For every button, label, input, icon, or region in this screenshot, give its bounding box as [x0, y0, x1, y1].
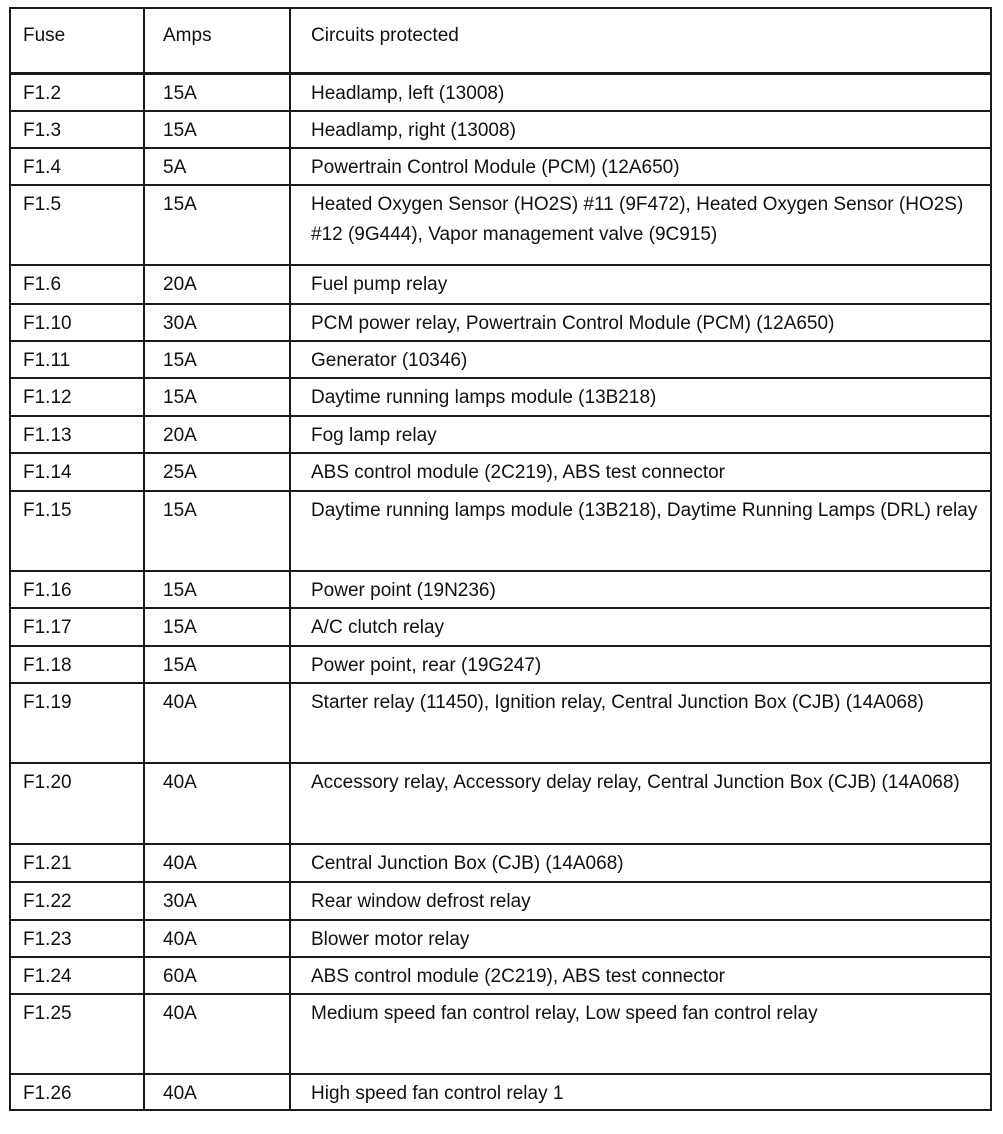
cell-amps: 15A [144, 341, 290, 378]
cell-fuse: F1.5 [10, 185, 144, 265]
cell-amps: 40A [144, 994, 290, 1074]
table-row [10, 882, 991, 920]
cell-fuse: F1.14 [10, 453, 144, 491]
table-row [10, 265, 991, 304]
table-row [10, 185, 991, 265]
cell-amps: 60A [144, 957, 290, 994]
cell-circuits: Generator (10346) [290, 341, 991, 378]
table-row [10, 646, 991, 683]
cell-fuse: F1.12 [10, 378, 144, 416]
cell-circuits: Blower motor relay [290, 920, 991, 957]
cell-circuits: ABS control module (2C219), ABS test connector [290, 453, 991, 491]
cell-circuits: Headlamp, left (13008) [290, 73, 991, 111]
table-row [10, 148, 991, 185]
cell-circuits: High speed fan control relay 1 [290, 1074, 991, 1110]
cell-amps: 15A [144, 73, 290, 111]
cell-amps: 40A [144, 920, 290, 957]
cell-fuse: F1.13 [10, 416, 144, 453]
cell-circuits: Power point (19N236) [290, 571, 991, 608]
table-row [10, 571, 991, 608]
cell-circuits: Powertrain Control Module (PCM) (12A650) [290, 148, 991, 185]
cell-fuse: F1.18 [10, 646, 144, 683]
cell-fuse: F1.10 [10, 304, 144, 341]
table-row [10, 608, 991, 646]
cell-fuse: F1.17 [10, 608, 144, 646]
cell-circuits: Fuel pump relay [290, 265, 991, 304]
cell-amps: 15A [144, 646, 290, 683]
table-row [10, 844, 991, 882]
cell-fuse: F1.4 [10, 148, 144, 185]
cell-fuse: F1.19 [10, 683, 144, 763]
cell-amps: 20A [144, 416, 290, 453]
table-header [10, 8, 991, 73]
cell-fuse: F1.24 [10, 957, 144, 994]
cell-circuits: Fog lamp relay [290, 416, 991, 453]
cell-fuse: F1.21 [10, 844, 144, 882]
table-row [10, 957, 991, 994]
cell-fuse: F1.6 [10, 265, 144, 304]
cell-fuse: F1.15 [10, 491, 144, 571]
table-row [10, 416, 991, 453]
table-row [10, 378, 991, 416]
cell-circuits: Power point, rear (19G247) [290, 646, 991, 683]
cell-circuits: Headlamp, right (13008) [290, 111, 991, 148]
cell-amps: 15A [144, 185, 290, 265]
table-row [10, 304, 991, 341]
header-row [10, 8, 991, 73]
cell-amps: 15A [144, 111, 290, 148]
cell-amps: 20A [144, 265, 290, 304]
cell-amps: 40A [144, 683, 290, 763]
cell-fuse: F1.16 [10, 571, 144, 608]
cell-circuits: Heated Oxygen Sensor (HO2S) #11 (9F472), Heated Oxygen Sensor (HO2S) #12 (9G444), Vapor management valve (9C915) [290, 185, 991, 265]
cell-fuse: F1.22 [10, 882, 144, 920]
cell-circuits: Central Junction Box (CJB) (14A068) [290, 844, 991, 882]
table-row [10, 341, 991, 378]
cell-fuse: F1.25 [10, 994, 144, 1074]
cell-amps: 40A [144, 1074, 290, 1110]
cell-circuits: A/C clutch relay [290, 608, 991, 646]
cell-fuse: F1.11 [10, 341, 144, 378]
cell-amps: 15A [144, 491, 290, 571]
table-row [10, 453, 991, 491]
cell-amps: 40A [144, 844, 290, 882]
table-row [10, 1074, 991, 1110]
table-row [10, 111, 991, 148]
cell-amps: 40A [144, 763, 290, 844]
cell-circuits: Accessory relay, Accessory delay relay, Central Junction Box (CJB) (14A068) [290, 763, 991, 844]
table-body [10, 73, 991, 1110]
table-row [10, 491, 991, 571]
cell-fuse: F1.3 [10, 111, 144, 148]
cell-fuse: F1.2 [10, 73, 144, 111]
cell-fuse: F1.23 [10, 920, 144, 957]
header-amps: Amps [144, 8, 290, 73]
cell-amps: 15A [144, 571, 290, 608]
table-row [10, 763, 991, 844]
cell-amps: 30A [144, 304, 290, 341]
cell-amps: 15A [144, 608, 290, 646]
cell-amps: 5A [144, 148, 290, 185]
cell-circuits: ABS control module (2C219), ABS test connector [290, 957, 991, 994]
cell-circuits: Medium speed fan control relay, Low speed fan control relay [290, 994, 991, 1074]
cell-circuits: PCM power relay, Powertrain Control Module (PCM) (12A650) [290, 304, 991, 341]
fuse-table [9, 7, 992, 1111]
table-row [10, 683, 991, 763]
cell-amps: 25A [144, 453, 290, 491]
cell-fuse: F1.26 [10, 1074, 144, 1110]
cell-circuits: Starter relay (11450), Ignition relay, Central Junction Box (CJB) (14A068) [290, 683, 991, 763]
table-row [10, 994, 991, 1074]
cell-circuits: Daytime running lamps module (13B218) [290, 378, 991, 416]
header-circuits: Circuits protected [290, 8, 991, 73]
header-fuse: Fuse [10, 8, 144, 73]
cell-amps: 30A [144, 882, 290, 920]
cell-circuits: Daytime running lamps module (13B218), Daytime Running Lamps (DRL) relay [290, 491, 991, 571]
table-row [10, 920, 991, 957]
cell-circuits: Rear window defrost relay [290, 882, 991, 920]
cell-amps: 15A [144, 378, 290, 416]
cell-fuse: F1.20 [10, 763, 144, 844]
table-row [10, 73, 991, 111]
